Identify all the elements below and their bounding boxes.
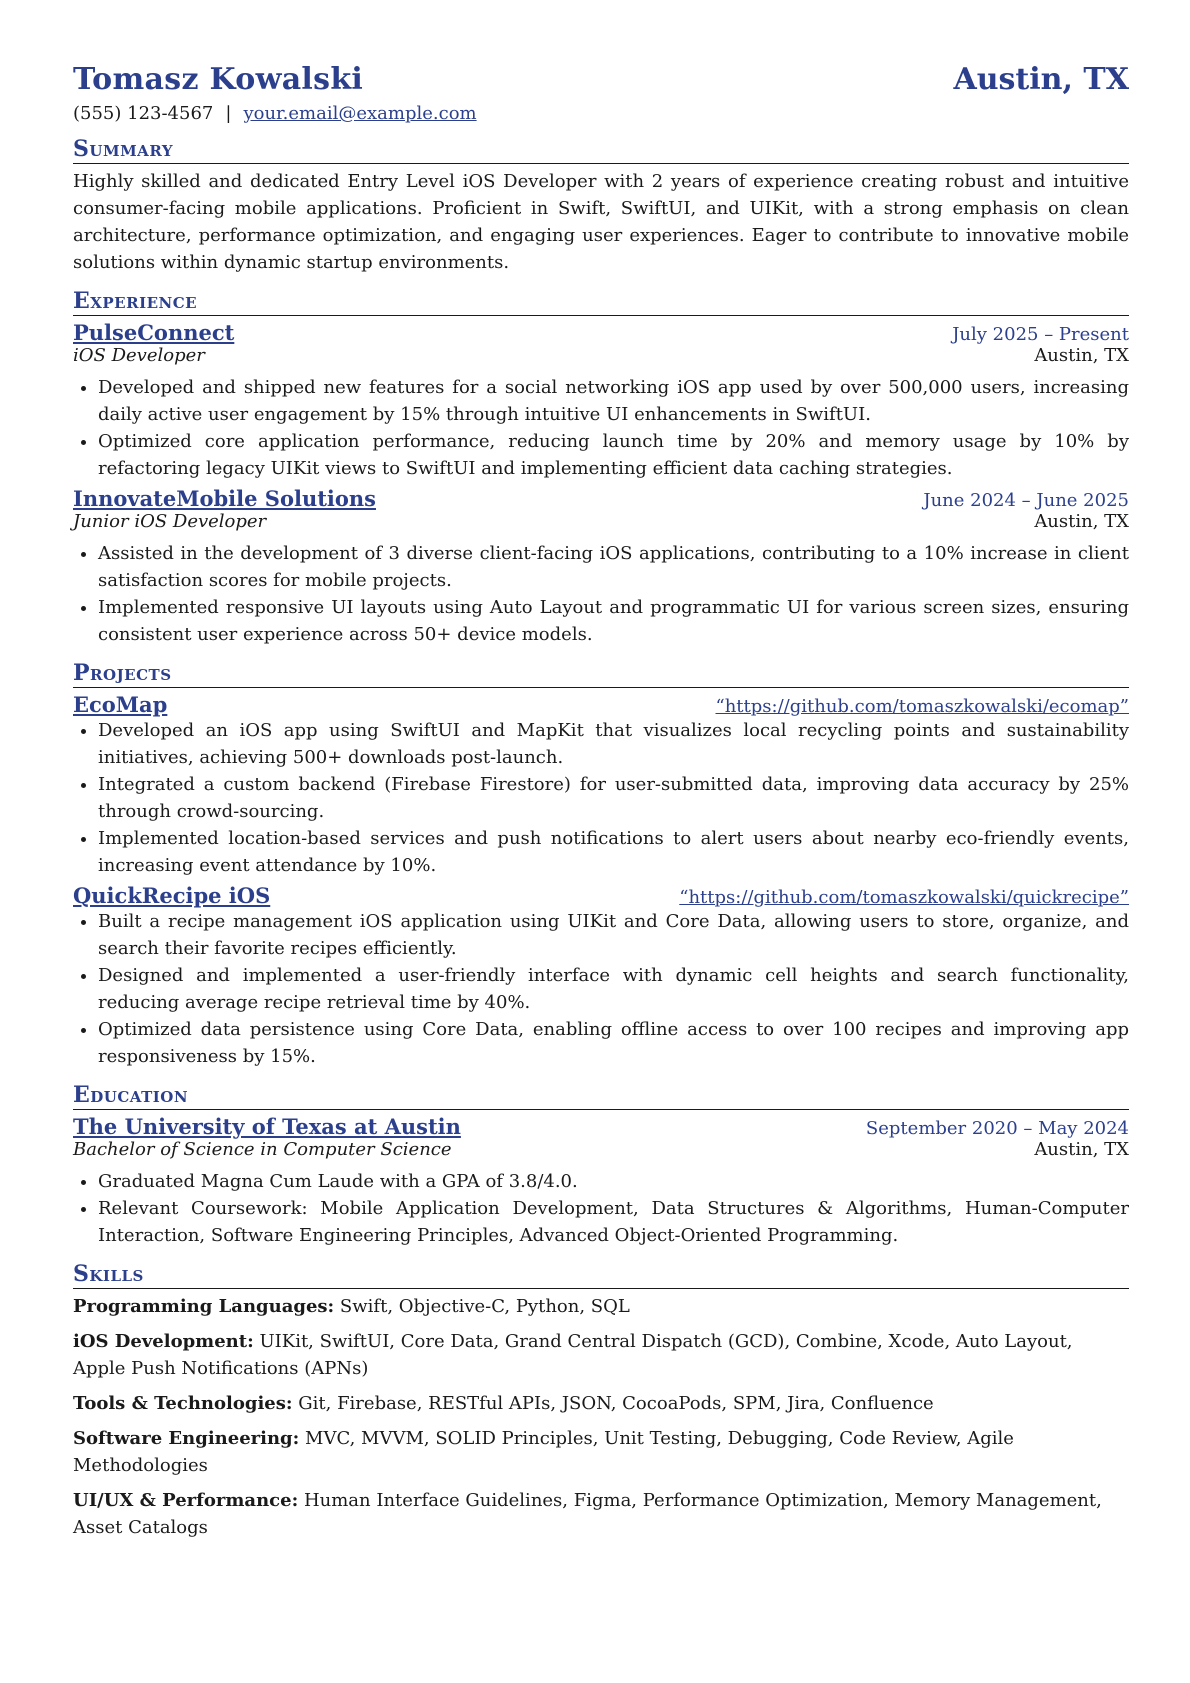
skill-row (73, 1487, 1129, 1541)
resume-header (73, 62, 1129, 97)
section-title-projects: Projects (73, 660, 1129, 688)
project-bullets (73, 908, 1129, 1070)
degree: Bachelor of Science in Computer Science (73, 1139, 452, 1160)
experience-heading-row (73, 486, 1129, 511)
experience-entry (73, 320, 1129, 482)
section-title-summary: Summary (73, 136, 1129, 164)
education-subheading-row (73, 1139, 1129, 1160)
project-heading-row (73, 883, 1129, 908)
skill-label: UI/UX & Performance: (73, 1490, 299, 1511)
education-dates: September 2020 – May 2024 (865, 1118, 1129, 1139)
section-title-skills: Skills (73, 1261, 1129, 1289)
skill-value: Human Interface Guidelines, Figma, Performance Optimization, Memory Management, Asset Catalogs (73, 1490, 1102, 1538)
experience-entry (73, 486, 1129, 648)
bullet-item: • Designed and implemented a user-friendly interface with dynamic cell heights and search functionality, reducing average recipe retrieval time by 40%. (98, 962, 1129, 1016)
company-link[interactable]: InnovateMobile Solutions (73, 486, 376, 511)
candidate-location: Austin, TX (953, 62, 1129, 97)
contact-line (73, 103, 1129, 124)
bullet-item: • Developed an iOS app using SwiftUI and MapKit that visualizes local recycling points and sustainability initiatives, achieving 500+ downloads post-launch. (98, 717, 1129, 771)
skill-label: Tools & Technologies: (73, 1393, 293, 1414)
phone-number: (555) 123-4567 (73, 103, 214, 124)
experience-subheading-row (73, 511, 1129, 532)
education-bullets (73, 1168, 1129, 1249)
skill-row (73, 1390, 1129, 1417)
experience-subheading-row (73, 345, 1129, 366)
bullet-item: • Assisted in the development of 3 diverse client-facing iOS applications, contributing to a 10% increase in client satisfaction scores for mobile projects. (98, 540, 1129, 594)
employment-dates: June 2024 – June 2025 (923, 490, 1129, 511)
bullet-item: • Implemented location-based services and push notifications to alert users about nearby eco-friendly events, increasing event attendance by 10%. (98, 825, 1129, 879)
school-location: Austin, TX (1034, 1139, 1129, 1160)
skill-value: Git, Firebase, RESTful APIs, JSON, CocoaPods, SPM, Jira, Confluence (298, 1393, 934, 1414)
skills-list (73, 1293, 1129, 1541)
experience-bullets (73, 374, 1129, 482)
contact-separator: | (225, 103, 232, 124)
project-repo-link[interactable]: “https://github.com/tomaszkowalski/ecomap” (715, 696, 1129, 717)
job-location: Austin, TX (1034, 511, 1129, 532)
skill-row (73, 1328, 1129, 1382)
resume-page (73, 62, 1129, 1549)
company-link[interactable]: PulseConnect (73, 320, 235, 345)
skill-value: UIKit, SwiftUI, Core Data, Grand Central Dispatch (GCD), Combine, Xcode, Auto Layout, Apple Push Notifications (APNs) (73, 1331, 1073, 1379)
bullet-item: • Implemented responsive UI layouts using Auto Layout and programmatic UI for various screen sizes, ensuring consistent user experience across 50+ device models. (98, 594, 1129, 648)
skill-label: Programming Languages: (73, 1296, 335, 1317)
experience-bullets (73, 540, 1129, 648)
section-title-education: Education (73, 1082, 1129, 1110)
bullet-item: • Optimized data persistence using Core Data, enabling offline access to over 100 recipes and improving app responsiveness by 15%. (98, 1016, 1129, 1070)
email-link[interactable]: your.email@example.com (243, 103, 477, 124)
project-name-link[interactable]: QuickRecipe iOS (73, 883, 271, 908)
candidate-name: Tomasz Kowalski (73, 62, 364, 97)
experience-heading-row (73, 320, 1129, 345)
school-link[interactable]: The University of Texas at Austin (73, 1114, 461, 1139)
skill-label: Software Engineering: (73, 1428, 300, 1449)
project-heading-row (73, 692, 1129, 717)
job-title: Junior iOS Developer (73, 511, 267, 532)
bullet-item: • Relevant Coursework: Mobile Application Development, Data Structures & Algorithms, Human-Computer Interaction, Software Engineering Principles, Advanced Object-Oriented Programming. (98, 1195, 1129, 1249)
bullet-item: • Graduated Magna Cum Laude with a GPA of 3.8/4.0. (98, 1168, 1129, 1195)
job-title: iOS Developer (73, 345, 205, 366)
project-repo-link[interactable]: “https://github.com/tomaszkowalski/quickrecipe” (679, 887, 1129, 908)
project-bullets (73, 717, 1129, 879)
job-location: Austin, TX (1034, 345, 1129, 366)
employment-dates: July 2025 – Present (952, 324, 1129, 345)
summary-text: Highly skilled and dedicated Entry Level iOS Developer with 2 years of experience creating robust and intuitive consumer-facing mobile applications. Proficient in Swift, SwiftUI, and UIKit, with a strong emphasis on clean architecture, performance optimization, and engaging user experiences. Eager to contribute to innovative mobile solutions within dynamic startup environments. (73, 171, 1129, 273)
bullet-item: • Optimized core application performance, reducing launch time by 20% and memory usage by 10% by refactoring legacy UIKit views to SwiftUI and implementing efficient data caching strategies. (98, 428, 1129, 482)
education-heading-row (73, 1114, 1129, 1139)
skill-value: Swift, Objective-C, Python, SQL (339, 1296, 630, 1317)
skill-value: MVC, MVVM, SOLID Principles, Unit Testing, Debugging, Code Review, Agile Methodologies (73, 1428, 1014, 1476)
skill-label: iOS Development: (73, 1331, 254, 1352)
bullet-item: • Integrated a custom backend (Firebase Firestore) for user-submitted data, improving data accuracy by 25% through crowd-sourcing. (98, 771, 1129, 825)
skill-row (73, 1293, 1129, 1320)
skill-row (73, 1425, 1129, 1479)
bullet-item: • Developed and shipped new features for a social networking iOS app used by over 500,000 users, increasing daily active user engagement by 15% through intuitive UI enhancements in SwiftUI. (98, 374, 1129, 428)
bullet-item: • Built a recipe management iOS application using UIKit and Core Data, allowing users to store, organize, and search their favorite recipes efficiently. (98, 908, 1129, 962)
project-entry (73, 883, 1129, 1070)
section-title-experience: Experience (73, 288, 1129, 316)
project-name-link[interactable]: EcoMap (73, 692, 168, 717)
project-entry (73, 692, 1129, 879)
education-entry (73, 1114, 1129, 1249)
